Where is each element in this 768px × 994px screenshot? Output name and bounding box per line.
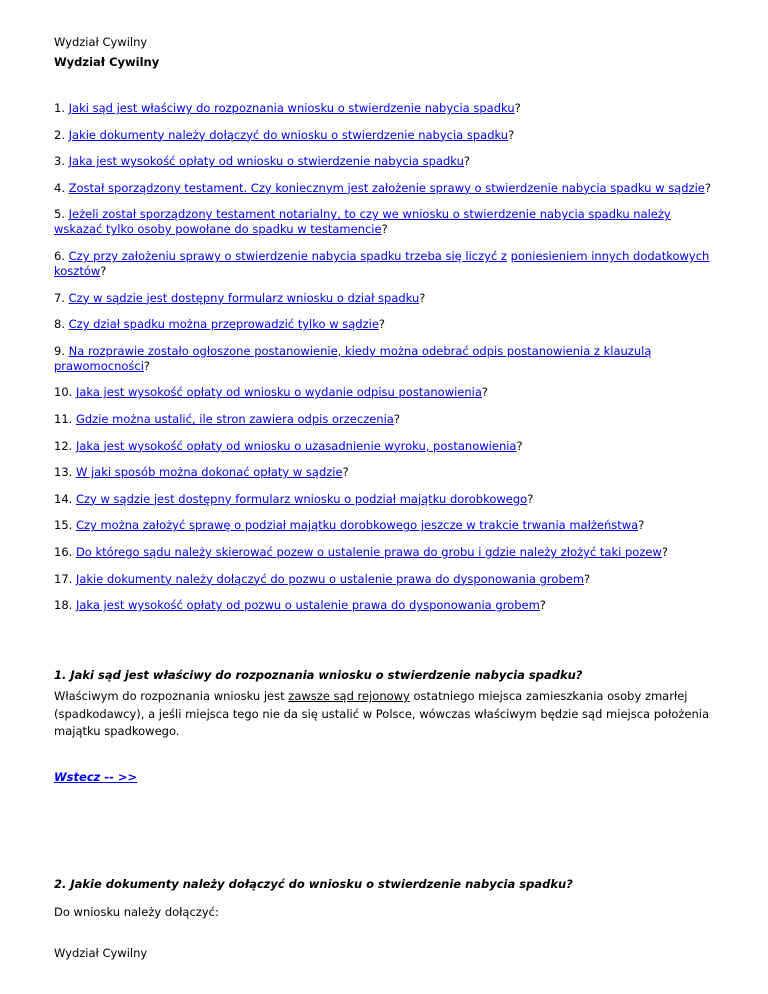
faq-question-mark: ?	[508, 127, 515, 142]
faq-item	[54, 101, 714, 116]
section-2-text: Do wniosku należy dołączyć:	[54, 905, 219, 919]
faq-question-mark: ?	[100, 263, 107, 278]
faq-question-mark: ?	[143, 358, 151, 373]
faq-link[interactable]: Na rozprawie zostało ogłoszone postanowienie, kiedy można odebrać odpis postanowienia z klauzulą prawomocności	[54, 343, 652, 373]
section-2-title: 2. Jakie dokumenty należy dołączyć do wniosku o stwierdzenie nabycia spadku?	[54, 877, 573, 891]
faq-number: 7.	[54, 290, 65, 305]
faq-item	[54, 128, 714, 143]
faq-question-mark: ?	[342, 465, 349, 480]
faq-question-mark: ?	[381, 222, 388, 237]
back-link[interactable]: Wstecz -- >>	[54, 770, 138, 784]
faq-link[interactable]: Jaka jest wysokość opłaty od pozwu o ustalenie prawa do dysponowania grobem	[75, 598, 540, 613]
faq-question-mark: ?	[661, 544, 668, 559]
faq-link[interactable]: Czy dział spadku można przeprowadzić tylko w sądzie	[68, 317, 379, 332]
faq-question-mark: ?	[527, 491, 534, 506]
faq-number: 1.	[54, 101, 65, 115]
section-1-title: 1. Jaki sąd jest właściwy do rozpoznania wniosku o stwierdzenie nabycia spadku?	[54, 668, 583, 682]
faq-link[interactable]: Czy w sądzie jest dostępny formularz wniosku o dział spadku	[68, 290, 420, 305]
faq-link[interactable]: Czy w sądzie jest dostępny formularz wniosku o podział majątku dorobkowego	[75, 491, 528, 506]
faq-link[interactable]: Czy przy założeniu sprawy o stwierdzenie nabycia spadku trzeba się liczyć z	[68, 248, 507, 263]
faq-item	[54, 344, 714, 374]
faq-number: 11.	[54, 411, 73, 426]
faq-item	[54, 598, 714, 613]
faq-item	[54, 181, 714, 196]
faq-question-mark: ?	[393, 411, 400, 426]
faq-item	[54, 249, 714, 279]
faq-item	[54, 291, 714, 306]
faq-item	[54, 317, 714, 332]
faq-number: 4.	[54, 180, 65, 195]
faq-item	[54, 572, 714, 587]
faq-question-mark: ?	[514, 101, 521, 115]
page-footer: Wydział Cywilny	[54, 946, 148, 960]
faq-link[interactable]: Do którego sądu należy skierować pozew o ustalenie prawa do grobu i gdzie należy złożyć taki pozew	[75, 544, 662, 559]
faq-link[interactable]: W jaki sposób można dokonać opłaty w sądzie	[75, 465, 343, 480]
faq-link[interactable]: Został sporządzony testament. Czy koniecznym jest założenie sprawy o stwierdzenie nabycia spadku w sądzie	[68, 180, 705, 195]
faq-number: 9.	[54, 343, 65, 358]
faq-question-mark: ?	[481, 385, 489, 400]
faq-item	[54, 385, 714, 400]
faq-question-mark: ?	[378, 317, 386, 332]
faq-link[interactable]: Jakie dokumenty należy dołączyć do wniosku o stwierdzenie nabycia spadku	[68, 127, 509, 142]
faq-number: 16.	[54, 544, 73, 559]
faq-number: 13.	[54, 465, 73, 480]
faq-item	[54, 439, 714, 454]
faq-link[interactable]: Jeżeli został sporządzony testament notarialny, to czy we wniosku o stwierdzenie nabycia spadku należy wskazać tylko osoby powołane do spadku w testamencie	[54, 207, 671, 237]
faq-number: 3.	[54, 154, 65, 169]
faq-number: 10.	[54, 385, 73, 400]
faq-item	[54, 154, 714, 169]
faq-number: 6.	[54, 248, 65, 263]
faq-question-mark: ?	[419, 290, 426, 305]
faq-link[interactable]: Czy można założyć sprawę o podział majątku dorobkowego jeszcze w trakcie trwania małżeństwa	[75, 518, 639, 533]
faq-link[interactable]: Jakie dokumenty należy dołączyć do pozwu o ustalenie prawa do dysponowania grobem	[75, 571, 585, 586]
faq-question-mark: ?	[516, 438, 523, 453]
faq-question-mark: ?	[638, 518, 645, 533]
page-title: Wydział Cywilny	[54, 55, 160, 69]
faq-link[interactable]: Gdzie można ustalić, ile stron zawiera odpis orzeczenia	[75, 411, 394, 426]
page-header: Wydział Cywilny	[54, 35, 148, 49]
faq-number: 15.	[54, 518, 73, 533]
faq-number: 8.	[54, 317, 65, 332]
faq-item	[54, 492, 714, 507]
faq-item	[54, 518, 714, 533]
faq-number: 17.	[54, 571, 73, 586]
faq-list	[54, 101, 714, 625]
section-1-text: Właściwym do rozpoznania wniosku jest zawsze sąd rejonowy ostatniego miejsca zamieszkania osoby zmarłej (spadkodawcy), a jeśli miejsca tego nie da się ustalić w Polsce, wówczas właściwym będzie sąd miejsca położenia majątku spadkowego.	[54, 689, 710, 738]
faq-item	[54, 465, 714, 480]
faq-item	[54, 545, 714, 560]
faq-question-mark: ?	[463, 154, 470, 169]
faq-question-mark: ?	[704, 180, 711, 195]
faq-item	[54, 207, 714, 237]
faq-link[interactable]: Jaka jest wysokość opłaty od wniosku o wydanie odpisu postanowienia	[75, 385, 482, 400]
faq-number: 12.	[54, 438, 73, 453]
faq-link[interactable]: Jaki sąd jest właściwy do rozpoznania wniosku o stwierdzenie nabycia spadku	[68, 101, 515, 115]
faq-link[interactable]: Jaka jest wysokość opłaty od wniosku o stwierdzenie nabycia spadku	[68, 154, 464, 169]
faq-number: 2.	[54, 127, 65, 142]
faq-number: 18.	[54, 598, 73, 613]
faq-number: 5.	[54, 207, 65, 222]
faq-question-mark: ?	[584, 571, 591, 586]
faq-link-secondary[interactable]: poniesieniem innych dodatkowych kosztów	[54, 248, 710, 278]
faq-number: 14.	[54, 491, 73, 506]
faq-item	[54, 412, 714, 427]
underlined-phrase: zawsze sąd rejonowy	[288, 689, 410, 703]
faq-link[interactable]: Jaka jest wysokość opłaty od wniosku o uzasadnienie wyroku, postanowienia	[75, 438, 517, 453]
faq-question-mark: ?	[539, 598, 546, 613]
